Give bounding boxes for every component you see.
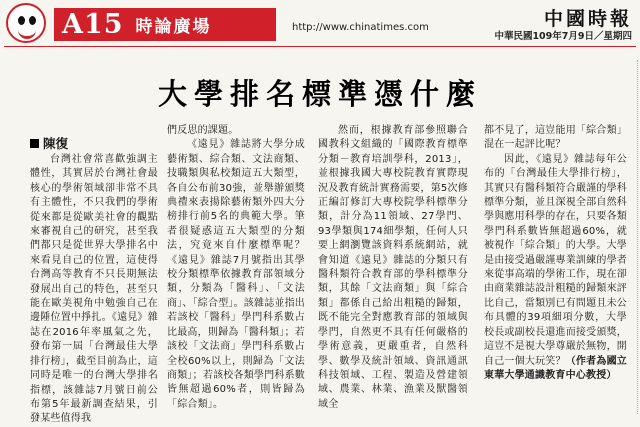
mascot-eye-icon [18,16,25,25]
mascot-logo-icon [6,3,46,43]
article-column-2 [167,124,305,412]
section-number: A15 [62,9,124,40]
author-byline [30,134,68,152]
page-edge-divider [637,60,638,414]
section-badge [54,8,276,41]
article-paragraph [484,153,627,384]
site-url[interactable]: http://www.chinatimes.com [292,22,429,33]
article-paragraph-text: 因此，《遠見》雜誌每年公布的「台灣最佳大學排行榜」，其實只有醫科類符合嚴謹的學科標準分類，並且深視全部自然科學與應用科學的存在，只要各類學門科系數皆無超過60%，就被視作「綜合類」的大學。大學是由接受過嚴謹專業訓練的學者來從事高端的學術工作，現在卻由商業雜誌設計粗糙的歸類來評比自己，當類別已有問題且未公布具體的39項細項分數，大學校長或副校長還進而接受頒獎，這豈不是視大學尊嚴於無物，開自己一個大玩笑？ [484,153,627,367]
article-paragraph: 《遠見》雜誌將大學分成藝術類、綜合類、文法商類、技職類與私校類這五大類型，各自公布前30強，並舉辦頒獎典禮來表揚除藝術類外四大分榜排行前5名的典範大學。筆者很疑惑這五大類型的分類法，究竟來自什麼標準呢？《遠見》雜誌7月號指出其學校分類標準依據教育部領域分類，分類為「醫科」、「文法商」、「綜合型」。該雜誌並指出若該校「醫科」學門科系數占比最高，則歸為「醫科類」；若該校「文法商」學門科系數占全校60%以上，則歸為「文法商類」；若該校各類學門科系數皆無超過60%者，則皆歸為「綜合類」。 [167,139,305,410]
paper-date: 中華民國109年7月9日／星期四 [494,31,632,42]
article-column-3 [318,124,468,412]
article-paragraph: 台灣社會常喜歡強調主體性，其實居於台灣社會最核心的學術領域卻非常不具有主體性，不只我們的學術從來都是從歐美社會的觀點來審視自己的研究，甚至我們都只是從世界大學排名中來看見自己的位置，這使得台灣高等教育不只長期無法發展出自己的特色，甚至只能在歐美視角中勉強自己在邊陲位置中掙扎。《遠見》雜誌在2016年率風氣之先，發布第一屆「台灣最佳大學排行榜」，截至目前為止，這同時是唯一的台灣大學排名指標，該雜誌7月號日前公布第5年最新調查結果，引發某些值得我 [30,154,158,425]
author-name: 陳復 [43,136,69,151]
article-paragraph: 們反思的課題。 [167,125,239,136]
mascot-eye-icon [29,16,36,25]
paper-name: 中國時報 [543,8,632,30]
article-column-1 [30,153,158,427]
article-headline: 大學排名標準憑什麼 [157,77,482,111]
article-paragraph: 然而，根據教育部參照聯合國教科文組織的「國際教育標準分類－教育培訓學科，2013」，並根據我國大專校院教育實際現況及教育統計實務需要，第5次修正編訂修訂大專校院學科標準分類，計分為11領域、27學門、93學類與174細學類，任何人只要上網瀏覽該資料系統網站，就會知道《遠見》雜誌的分類只有醫科類符合教育部的學科標準分類，其餘「文法商類」與「綜合類」都係自己給出粗糙的歸類，既不能完全對應教育部的領域與學門，自然更不具有任何嚴格的學術意義，更嚴重者，自然科學、數學及統計領域、資訊通訊科技領域、工程、製造及營建領域、農業、林業、漁業及獸醫領域全 [318,125,468,410]
square-bullet-icon [30,139,39,148]
article-column-4 [484,124,627,383]
section-name: 時論廣場 [135,17,212,37]
article-paragraph: 都不見了，這豈能用「綜合類」混在一起評比呢？ [484,125,627,151]
header-rule [4,46,636,47]
mascot-mouth-icon [18,28,36,39]
author-credit: （作者為國立東華大學通識教育中心教授） [484,355,627,381]
